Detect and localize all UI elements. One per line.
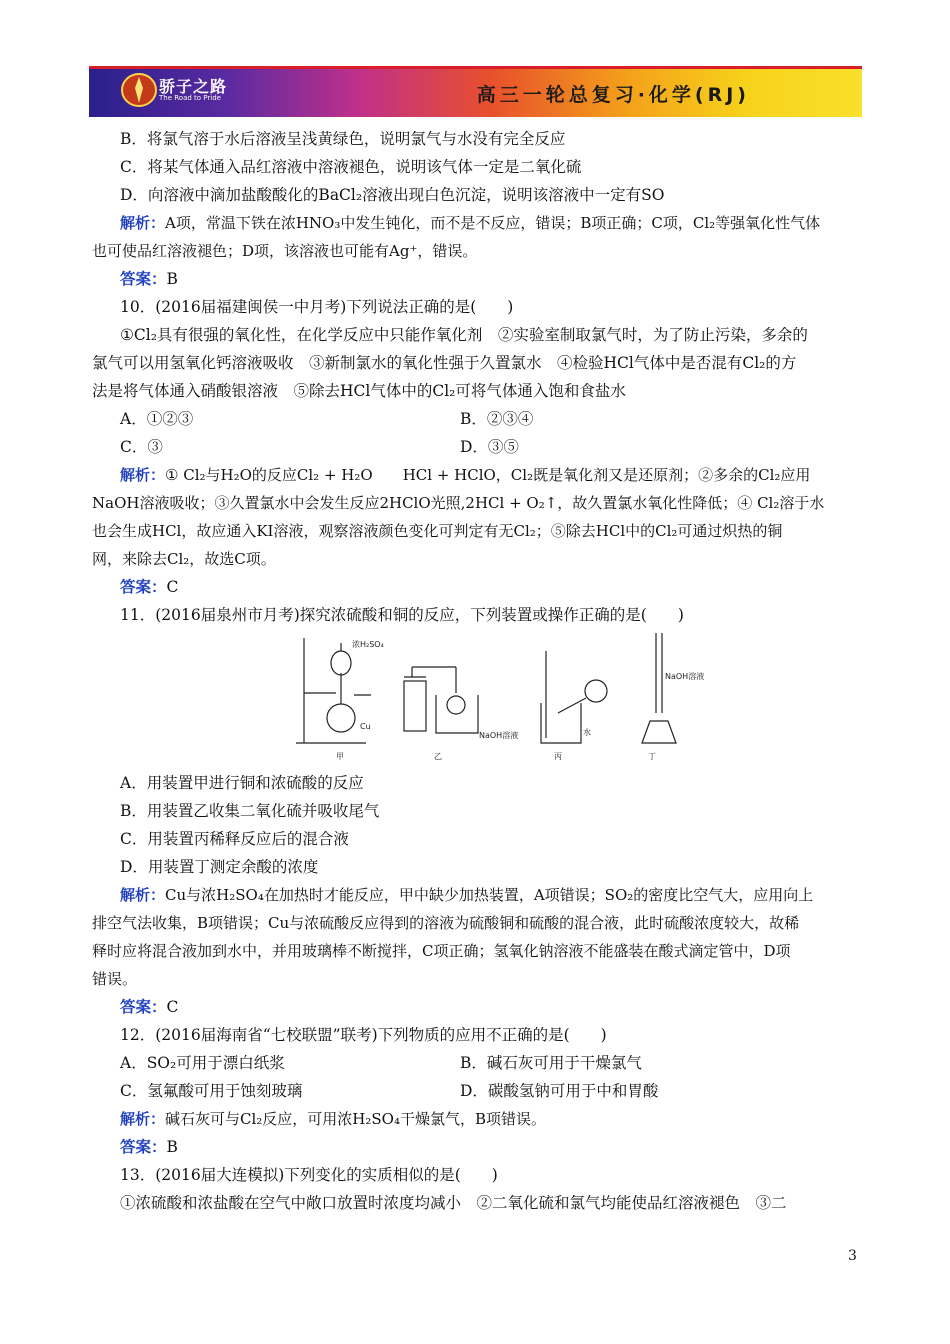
label-bing: 丙 (554, 752, 562, 761)
q9-analysis-line-2: 也可使品红溶液褪色；D项，该溶液也可能有Ag⁺，错误。 (92, 242, 478, 260)
label-water: 水 (583, 728, 591, 737)
analysis-text: A项，常温下铁在浓HNO₃中发生钝化，而不是不反应，错误；B项正确；C项，Cl₂等强氧化性气体 (165, 214, 821, 232)
q12-option-b: B．碱石灰可用于干燥氯气 (460, 1054, 642, 1072)
q11-option-d: D．用装置丁测定余酸的浓度 (120, 858, 319, 876)
q10-analysis-line-1 (120, 464, 810, 486)
label-yi: 乙 (434, 752, 442, 761)
label-jia: 甲 (336, 752, 344, 761)
q12-option-d: D．碳酸氢钠可用于中和胃酸 (460, 1082, 659, 1100)
header-title: 高三一轮总复习·化学(RJ) (476, 84, 750, 106)
q9-option-d: D．向溶液中滴加盐酸酸化的BaCl₂溶液出现白色沉淀，说明该溶液中一定有SO (120, 186, 665, 204)
answer-label: 答案： (120, 270, 167, 288)
analysis-label: 解析： (120, 214, 166, 232)
logo-subtitle: The Road to Pride (159, 94, 221, 102)
q12-option-c: C．氢氟酸可用于蚀刻玻璃 (120, 1082, 303, 1100)
page-header (89, 66, 862, 114)
label-naoh-yi: NaOH溶液 (479, 731, 519, 740)
q11-option-b: B．用装置乙收集二氧化硫并吸收尾气 (120, 802, 380, 820)
label-cu: Cu (360, 722, 371, 731)
analysis-label: 解析： (120, 886, 166, 904)
q9-option-b: B．将氯气溶于水后溶液呈浅黄绿色，说明氯气与水没有完全反应 (120, 130, 566, 148)
apparatus-figure (296, 633, 716, 765)
answer-label: 答案： (120, 998, 167, 1016)
label-naoh-ding: NaOH溶液 (665, 672, 705, 681)
answer-value: B (166, 270, 178, 288)
label-ding: 丁 (648, 752, 656, 761)
answer-value: C (166, 998, 179, 1016)
logo-text: 骄子之路 (159, 77, 228, 96)
q13-statement-line-1: ①浓硫酸和浓盐酸在空气中敞口放置时浓度均减小 ②二氧化硫和氯气均能使品红溶液褪色 ③二 (120, 1194, 787, 1212)
answer-value: C (166, 578, 179, 596)
answer-label: 答案： (120, 1138, 167, 1156)
analysis-text: 碱石灰可与Cl₂反应，可用浓H₂SO₄干燥氯气，B项错误。 (165, 1110, 547, 1128)
q10-option-c: C．③ (120, 438, 163, 456)
q10-analysis-line-2: NaOH溶液吸收；③久置氯水中会发生反应2HClO光照,2HCl + O₂↑，故久置氯水氧化性降低；④ Cl₂溶于水 (92, 494, 825, 512)
answer-value: B (166, 1138, 178, 1156)
q12-answer (120, 1136, 178, 1158)
analysis-text: Cu与浓H₂SO₄在加热时才能反应，甲中缺少加热装置，A项错误；SO₂的密度比空气大，应用向上 (165, 886, 814, 904)
q10-answer (120, 576, 178, 598)
page-number: 3 (848, 1248, 857, 1264)
q12-stem: 12．(2016届海南省“七校联盟”联考)下列物质的应用不正确的是( ) (120, 1026, 607, 1044)
publisher-logo-icon (119, 72, 159, 108)
q10-analysis-line-4: 网，来除去Cl₂，故选C项。 (92, 550, 276, 568)
q10-statement-line-2: 氯气可以用氢氧化钙溶液吸收 ③新制氯水的氧化性强于久置氯水 ④检验HCl气体中是否混有Cl₂的方 (92, 354, 797, 372)
q12-analysis (120, 1108, 546, 1130)
label-h2so4: 浓H₂SO₄ (352, 640, 384, 649)
answer-label: 答案： (120, 578, 167, 596)
q12-option-a: A．SO₂可用于漂白纸浆 (120, 1054, 285, 1072)
q9-answer (120, 268, 178, 290)
q11-answer (120, 996, 178, 1018)
analysis-text: ① Cl₂与H₂O的反应Cl₂ + H₂O HCl + HClO，Cl₂既是氧化剂又是还原剂；②多余的Cl₂应用 (165, 466, 811, 484)
q13-stem: 13．(2016届大连模拟)下列变化的实质相似的是( ) (120, 1166, 498, 1184)
q10-option-a: A．①②③ (120, 410, 194, 428)
q11-analysis-line-4: 错误。 (92, 970, 138, 988)
q11-stem: 11．(2016届泉州市月考)探究浓硫酸和铜的反应，下列装置或操作正确的是( ) (120, 606, 684, 624)
q11-analysis-line-3: 释时应将混合液加到水中，并用玻璃棒不断搅拌，C项正确；氢氧化钠溶液不能盛装在酸式滴定管中，D项 (92, 942, 791, 960)
q11-option-c: C．用装置丙稀释反应后的混合液 (120, 830, 349, 848)
q9-option-c: C．将某气体通入品红溶液中溶液褪色，说明该气体一定是二氧化硫 (120, 158, 582, 176)
q9-analysis-line-1 (120, 212, 820, 234)
q10-stem: 10．(2016届福建闽侯一中月考)下列说法正确的是( ) (120, 298, 514, 316)
q10-statement-line-3: 法是将气体通入硝酸银溶液 ⑤除去HCl气体中的Cl₂可将气体通入饱和食盐水 (92, 382, 626, 400)
q11-analysis-line-1 (120, 884, 813, 906)
q11-analysis-line-2: 排空气法收集，B项错误；Cu与浓硫酸反应得到的溶液为硫酸铜和硫酸的混合液，此时硫酸浓度较大，故稀 (92, 914, 800, 932)
q10-option-d: D．③⑤ (460, 438, 519, 456)
q11-option-a: A．用装置甲进行铜和浓硫酸的反应 (120, 774, 364, 792)
analysis-label: 解析： (120, 466, 166, 484)
q10-analysis-line-3: 也会生成HCl，故应通入KI溶液，观察溶液颜色变化可判定有无Cl₂；⑤除去HCl中的Cl₂可通过炽热的铜 (92, 522, 783, 540)
analysis-label: 解析： (120, 1110, 166, 1128)
q10-option-b: B．②③④ (460, 410, 534, 428)
q10-statement-line-1: ①Cl₂具有很强的氧化性，在化学反应中只能作氧化剂 ②实验室制取氯气时，为了防止污染，多余的 (120, 326, 808, 344)
